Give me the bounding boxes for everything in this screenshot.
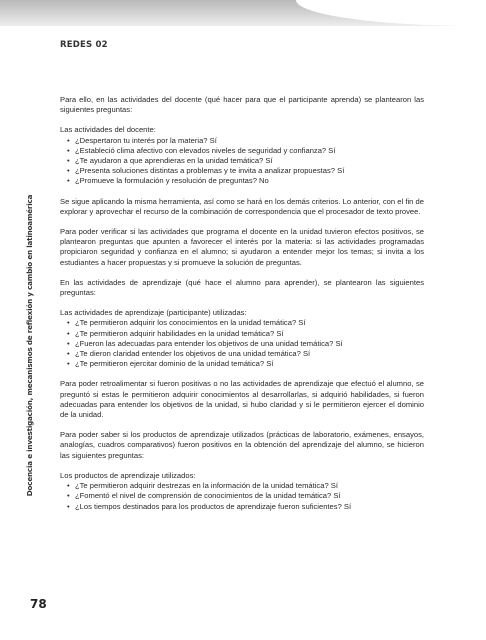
list-item: • ¿Te permitieron adquirir habilidades en la unidad temática? Sí	[67, 329, 424, 339]
list-item: • ¿Promueve la formulación y resolución de preguntas? No	[67, 176, 424, 186]
list-item: • ¿Estableció clima afectivo con elevados niveles de seguridad y confianza? Sí	[67, 146, 424, 156]
paragraph-5: Para poder retroalimentar si fueron positivas o no las actividades de aprendizaje que efectuó el alumno, se preguntó si estas le permitieron adquirir conocimientos al desarrollarlas, si adquirió habilidades, si fueron adecuadas para entender los objetivos de la unidad, si hubo claridad y si le permitieron ejercer el dominio de la unidad.	[60, 379, 424, 420]
list-1-title: Las actividades del docente:	[60, 125, 156, 135]
list-1	[60, 136, 424, 187]
paragraph-1: Para ello, en las actividades del docente (qué hacer para que el participante aprenda) se plantearon las siguientes preguntas:	[60, 95, 424, 115]
list-item: • ¿Te permitieron ejercitar dominio de la unidad temática? Sí	[67, 359, 424, 369]
side-running-title-text: Docencia e investigación, mecanismos de reflexión y cambio en latinoamérica	[25, 194, 35, 496]
paragraph-2: Se sigue aplicando la misma herramienta, así como se hará en los demás criterios. Lo anterior, con el fin de explorar y aprovechar el recurso de la combinación de correspondencia que el procesador de texto provee.	[60, 196, 424, 216]
body-text	[60, 95, 424, 522]
page-number: 78	[30, 597, 47, 611]
list-item: • ¿Fomentó el nivel de comprensión de conocimientos de la unidad temática? Sí	[67, 491, 424, 501]
side-running-title	[22, 194, 38, 496]
list-3-title: Los productos de aprendizaje utilizados:	[60, 470, 196, 480]
running-header: REDES 02	[60, 40, 108, 50]
paragraph-4: En las actividades de aprendizaje (qué hace el alumno para aprender), se plantearon las siguientes preguntas:	[60, 277, 424, 298]
list-item: • ¿Despertaron tu interés por la materia? Sí	[67, 136, 424, 146]
list-2-title: Las actividades de aprendizaje (participante) utilizadas:	[60, 308, 247, 318]
list-item: • ¿Los tiempos destinados para los productos de aprendizaje fueron suficientes? Sí	[67, 502, 424, 512]
list-item: • ¿Fueron las adecuadas para entender los objetivos de una unidad temática? Sí	[67, 339, 424, 349]
list-item: • ¿Te ayudaron a que aprendieras en la unidad temática? Sí	[67, 156, 424, 166]
list-2	[60, 318, 424, 369]
list-item: • ¿Te permitieron adquirir los conocimientos en la unidad temática? Sí	[67, 318, 424, 328]
list-3	[60, 481, 424, 512]
list-item: • ¿Presenta soluciones distintas a problemas y te invita a analizar propuestas? Sí	[67, 166, 424, 176]
list-item: • ¿Te permitieron adquirir destrezas en la información de la unidad temática? Sí	[67, 481, 424, 491]
list-item: • ¿Te dieron claridad entender los objetivos de una unidad temática? Sí	[67, 349, 424, 359]
paragraph-3: Para poder verificar si las actividades que programa el docente en la unidad tuvieron efectos positivos, se plantearon preguntas que apunten a favorecer el interés por la materia: si las actividades programadas propiciaron seguridad y confianza en el alumno; si ayudaron a entender mejor los temas; si invita a los estudiantes a hacer propuestas y si promueve la solución de preguntas.	[60, 227, 424, 267]
paragraph-6: Para poder saber si los productos de aprendizaje utilizados (prácticas de laboratorio, exámenes, ensayos, analogías, cuadros comparativos) fueron positivos en la obtención del aprendizaje del alumno, se hicieron las siguientes preguntas:	[60, 430, 424, 460]
